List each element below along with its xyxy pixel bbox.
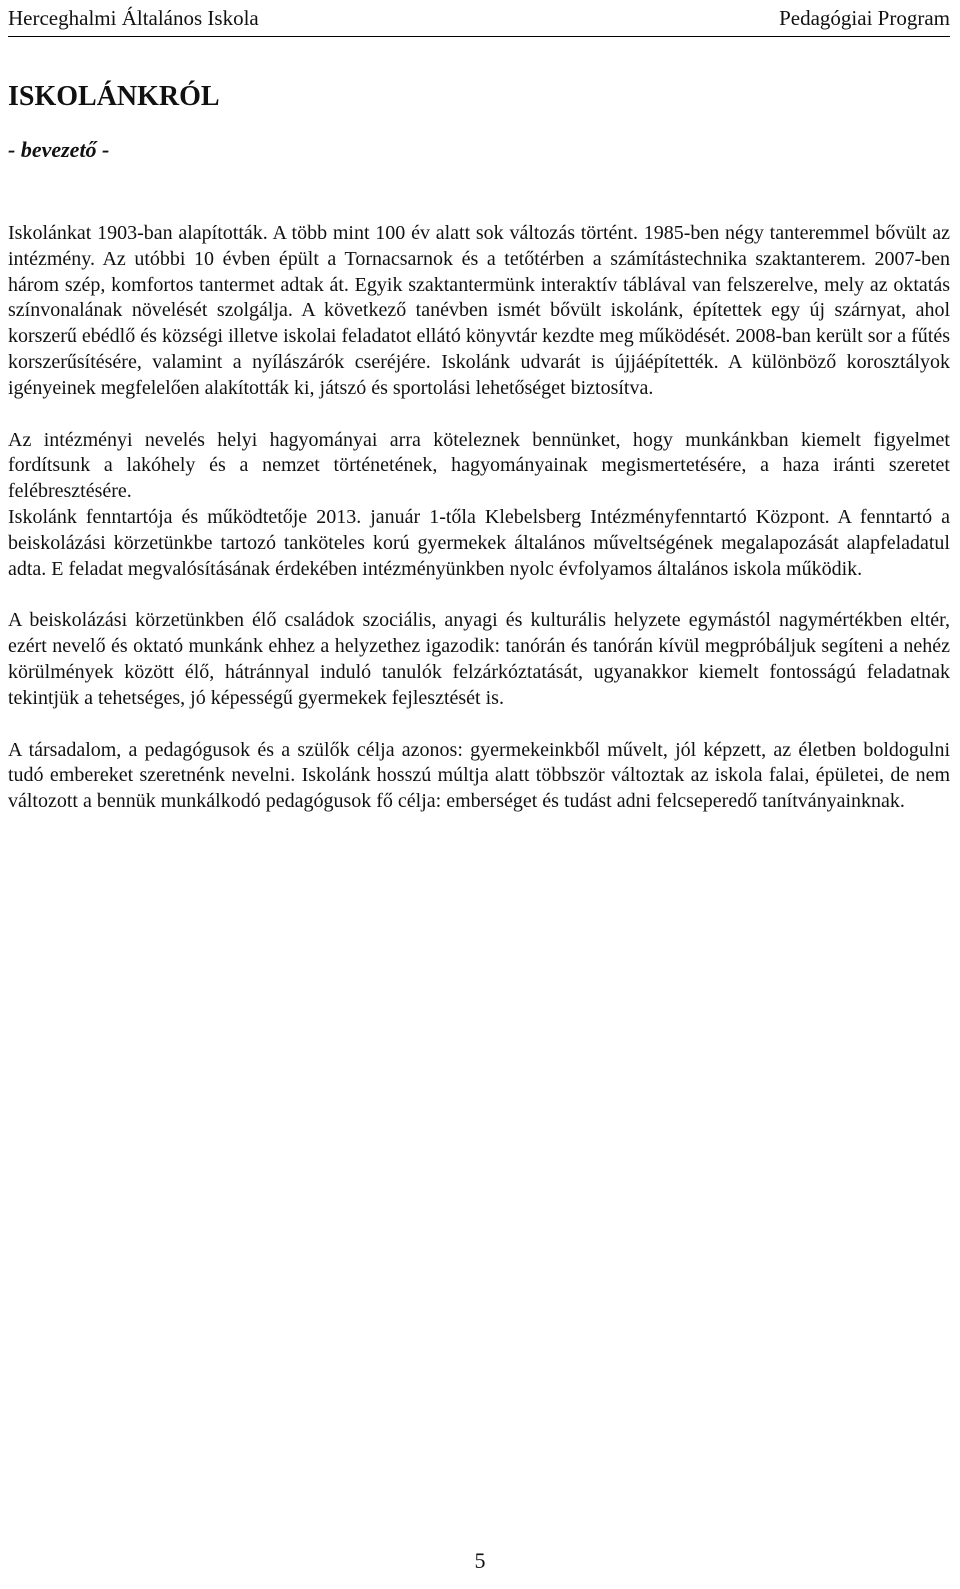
body-text bbox=[8, 221, 950, 815]
paragraph-social-context: A beiskolázási körzetünkben élő családok szociális, anyagi és kulturális helyzete egymástól nagymértékben eltér, ezért nevelő és oktató munkánk ehhez a helyzethez igazodik: tanórán és tanórán kívül megpróbáljuk segíteni a nehéz körülmények között élő, hátránnyal induló tanulók felzárkóztatását, ugyanakkor kiemelt fontosságú feladatnak tekintjük a tehetséges, jó képességű gyermekek fejlesztését is. bbox=[8, 609, 950, 709]
page-number: 5 bbox=[474, 1548, 486, 1573]
header-school-name: Herceghalmi Általános Iskola bbox=[8, 6, 259, 30]
section-title: ISKOLÁNKRÓL bbox=[8, 81, 220, 112]
paragraph-history: Iskolánkat 1903-ban alapították. A több mint 100 év alatt sok változás történt. 1985-ben négy tanteremmel bővült az intézmény. Az utóbbi 10 évben épült a Tornacsarnok és a tetőtérben a számítástechnika szaktanterem. 2007-ben három szép, komfortos tantermet adtak át. Egyik szaktantermünk interaktív táblával van felszerelve, mely az oktatás színvonalának növelését szolgálja. A következő tanévben ismét bővült iskolánk, építettek egy új szárnyat, ahol korszerű ebédlő és községi illetve iskolai feladatot ellátó könyvtár kezdte meg működését. 2008-ban került sor a fűtés korszerűsítésére, valamint a nyílászárók cseréjére. Iskolánk udvarát is újjáépítették. A különböző korosztályok igényeinek megfelelően alakították ki, játszó és sportolási lehetőséget biztosítva. bbox=[8, 222, 950, 399]
paragraph-traditions: Az intézményi nevelés helyi hagyományai arra köteleznek bennünket, hogy munkánkban kiemelt figyelmet fordítsunk a lakóhely és a nemzet történetének, hagyományainak megismertetésére, a haza iránti szeretet felébresztésére. bbox=[8, 428, 950, 503]
section-subtitle: - bevezető - bbox=[8, 137, 110, 162]
page-header bbox=[8, 0, 950, 37]
header-document-title: Pedagógiai Program bbox=[779, 6, 950, 30]
paragraph-goals: A társadalom, a pedagógusok és a szülők célja azonos: gyermekeinkből művelt, jól képzett, az életben boldogulni tudó embereket szeretnénk nevelni. Iskolánk hosszú múltja alatt többször változtak az iskola falai, épületei, de nem változott a bennük munkálkodó pedagógusok fő célja: emberséget és tudást adni felcseperedő tanítványainknak. bbox=[8, 738, 950, 813]
paragraph-maintainer: Iskolánk fenntartója és működtetője 2013. január 1-tőla Klebelsberg Intézményfenntartó Központ. A fenntartó a beiskolázási körzetünkbe tartozó tanköteles korú gyermekek általános műveltségének megalapozását alapfeladatul adta. E feladat megvalósításának érdekében intézményünkben nyolc évfolyamos általános iskola működik. bbox=[8, 505, 950, 580]
